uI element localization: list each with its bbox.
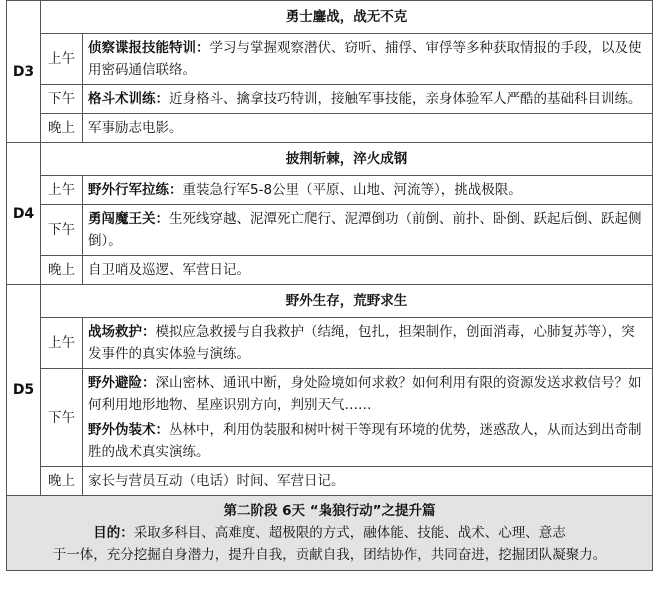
schedule-row [7,176,653,205]
activity-cell [83,467,653,496]
activity-title: 战场救护： [88,324,156,340]
activity-text: 学习与掌握观察潜伏、窃听、捕俘、审俘等多种获取情报的手段，以及使用密码通信联络。 [88,40,642,78]
activity-text: 深山密林、通讯中断，身处险境如何求救？如何利用有限的资源发送求救信号？如何利用地形地物、星座识别方向，判别天气…… [88,375,642,413]
day-4-theme-row [7,143,653,176]
time-slot-label: 下午 [41,205,83,256]
stage-goal-line-1 [13,522,646,544]
schedule-row [7,114,653,143]
schedule-row [7,369,653,467]
time-slot-label: 上午 [41,176,83,205]
day-5-theme-row [7,285,653,318]
activity-title: 格斗术训练： [88,91,169,107]
day-theme: 披荆斩棘，淬火成钢 [41,143,653,176]
activity-cell [83,85,653,114]
activity-title: 野外伪装术： [88,422,169,438]
schedule-row [7,85,653,114]
activity-cell [83,369,653,467]
time-slot-label: 上午 [41,34,83,85]
stage-row [7,496,653,571]
activity-title: 野外行军拉练： [88,182,183,198]
day-label: D3 [7,1,41,143]
time-slot-label: 下午 [41,85,83,114]
stage-goal-text-1: 采取多科目、高难度、超极限的方式，融体能、技能、战术、心理、意志 [133,525,566,541]
activity-text: 生死线穿越、泥潭死亡爬行、泥潭倒功（前倒、前扑、卧倒、跃起后倒、跃起侧倒）。 [88,211,642,249]
schedule-row [7,318,653,369]
activity-text: 丛林中，利用伪装服和树叶树干等现有环境的优势，迷惑敌人，从而达到出奇制胜的战术真实演练。 [88,422,642,460]
schedule-row [7,205,653,256]
activity-text: 家长与营员互动（电话）时间、军营日记。 [88,473,345,489]
activity-item [88,208,644,252]
activity-item [88,88,644,110]
activity-cell [83,205,653,256]
stage-banner [7,496,653,571]
schedule-row [7,467,653,496]
schedule-table [6,0,653,571]
activity-cell [83,114,653,143]
activity-cell [83,34,653,85]
time-slot-label: 晚上 [41,114,83,143]
stage-goal-label: 目的： [93,525,134,541]
stage-title: 第二阶段 6天 “枭狼行动”之提升篇 [223,503,436,519]
activity-cell [83,318,653,369]
day-3-theme-row [7,1,653,34]
stage-goal-line-2: 于一体，充分挖掘自身潜力，提升自我，贡献自我，团结协作，共同奋进，挖掘团队凝聚力。 [52,547,607,563]
activity-cell [83,256,653,285]
activity-item [88,321,644,365]
activity-item [88,419,644,463]
activity-title: 侦察谍报技能特训： [88,40,210,56]
activity-item [88,37,644,81]
activity-cell [83,176,653,205]
activity-text: 重装急行军5-8公里（平原、山地、河流等），挑战极限。 [182,182,522,198]
activity-item [88,372,644,416]
time-slot-label: 晚上 [41,467,83,496]
time-slot-label: 下午 [41,369,83,467]
activity-item [88,179,644,201]
schedule-row [7,34,653,85]
activity-text: 近身格斗、擒拿技巧特训，接触军事技能，亲身体验军人严酷的基础科目训练。 [169,91,642,107]
activity-title: 勇闯魔王关： [88,211,169,227]
activity-text: 自卫哨及巡逻、军营日记。 [88,262,250,278]
day-label: D4 [7,143,41,285]
activity-text: 模拟应急救援与自我救护（结绳，包扎，担架制作，创面消毒，心肺复苏等），突发事件的真实体验与演练。 [88,324,635,362]
activity-title: 野外避险： [88,375,156,391]
time-slot-label: 上午 [41,318,83,369]
time-slot-label: 晚上 [41,256,83,285]
day-label: D5 [7,285,41,496]
activity-text: 军事励志电影。 [88,120,183,136]
schedule-row [7,256,653,285]
day-theme: 勇士鏖战，战无不克 [41,1,653,34]
day-theme: 野外生存，荒野求生 [41,285,653,318]
